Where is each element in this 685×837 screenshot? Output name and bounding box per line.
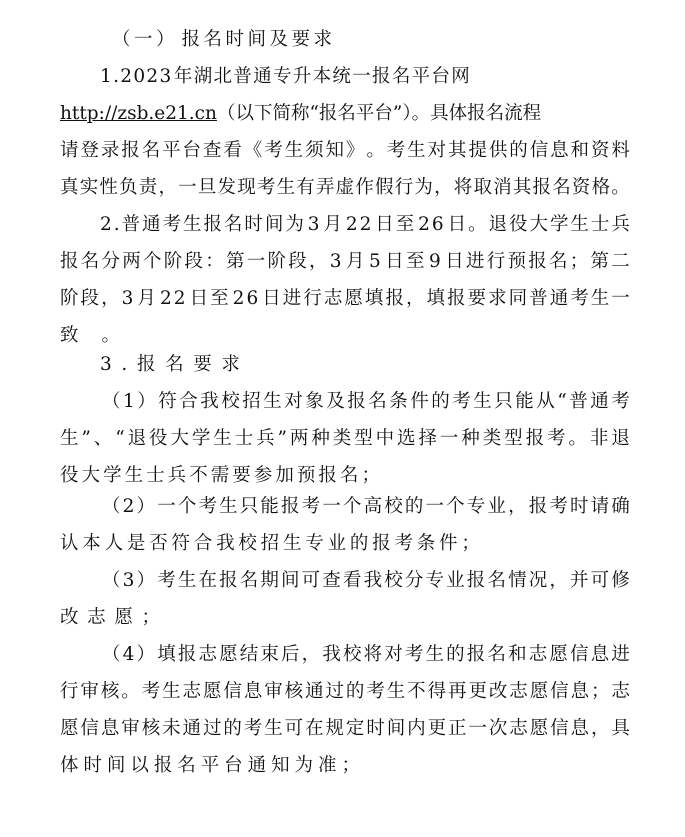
sub4-line2: 行 审 核 。 考 生 志 愿 信 息 审 核 通 过 的 考 生 不 得 再 更 改 志 愿 信 息 ； 志	[60, 681, 630, 702]
item1-line3: 请 登 录 报 名 平 台 查 看 《 考 生 须 知 》 。 考 生 对 其 提 供 的 信 息 和 资 料	[60, 140, 630, 161]
sub3-line1: （ 3 ） 考 生 在 报 名 期 间 可 查 看 我 校 分 专 业 报 名 情 况 ， 并 可 修	[102, 570, 630, 591]
sub2-line2: 认 本 人 是 否 符 合 我 校 招 生 专 业 的 报 考 条 件 ；	[60, 533, 480, 554]
sub3-line2: 改 志 愿 ；	[60, 607, 160, 628]
item2-line1: 2 . 普 通 考 生 报 名 时 间 为 3 月 2 2 日 至 2 6 日 。 退 役 大 学 生 士 兵	[100, 214, 630, 235]
item2-line3: 阶 段 ， 3 月 2 2 日 至 2 6 日 进 行 志 愿 填 报 ， 填 报 要 求 同 普 通 考 生 一	[60, 288, 630, 309]
item1-line2	[60, 99, 630, 129]
sub4-line4: 体 时 间 以 报 名 平 台 通 知 为 准 ；	[60, 755, 360, 776]
item1-line2-rest: （以下简称“报名平台”）。具体报名流程	[216, 103, 542, 124]
sub1-line3: 役 大 学 生 士 兵 不 需 要 参 加 预 报 名 ；	[60, 465, 380, 486]
sub4-line1: （ 4 ） 填 报 志 愿 结 束 后 ， 我 校 将 对 考 生 的 报 名 和 志 愿 信 息 进	[102, 644, 630, 665]
item2-line4: 致 。	[60, 325, 120, 346]
item2-line2: 报 名 分 两 个 阶 段 ： 第 一 阶 段 ， 3 月 5 日 至 9 日 进 行 预 报 名 ； 第 二	[60, 251, 630, 272]
sub1-line1: （ 1 ） 符 合 我 校 招 生 对 象 及 报 名 条 件 的 考 生 只 能 从 “ 普 通 考	[102, 391, 630, 412]
item3-title: 3 . 报 名 要 求	[100, 354, 240, 375]
sub2-line1: （ 2 ） 一 个 考 生 只 能 报 考 一 个 高 校 的 一 个 专 业 ， 报 考 时 请 确	[102, 496, 630, 517]
section-heading: （ 一 ） 报 名 时 间 及 要 求	[112, 29, 332, 50]
registration-platform-link[interactable]: http://zsb.e21.cn	[60, 103, 217, 124]
sub4-line3: 愿 信 息 审 核 未 通 过 的 考 生 可 在 规 定 时 间 内 更 正 一 次 志 愿 信 息 ， 具	[60, 718, 630, 739]
item1-line4: 真 实 性 负 责 ， 一 旦 发 现 考 生 有 弄 虚 作 假 行 为 ， 将 取 消 其 报 名 资 格 。	[60, 177, 630, 198]
sub1-line2: 生 ” 、 “ 退 役 大 学 生 士 兵 ” 两 种 类 型 中 选 择 一 种 类 型 报 考 。 非 退	[60, 428, 630, 449]
item1-line1: 1 . 2 0 2 3 年 湖 北 普 通 专 升 本 统 一 报 名 平 台 网	[100, 66, 470, 87]
